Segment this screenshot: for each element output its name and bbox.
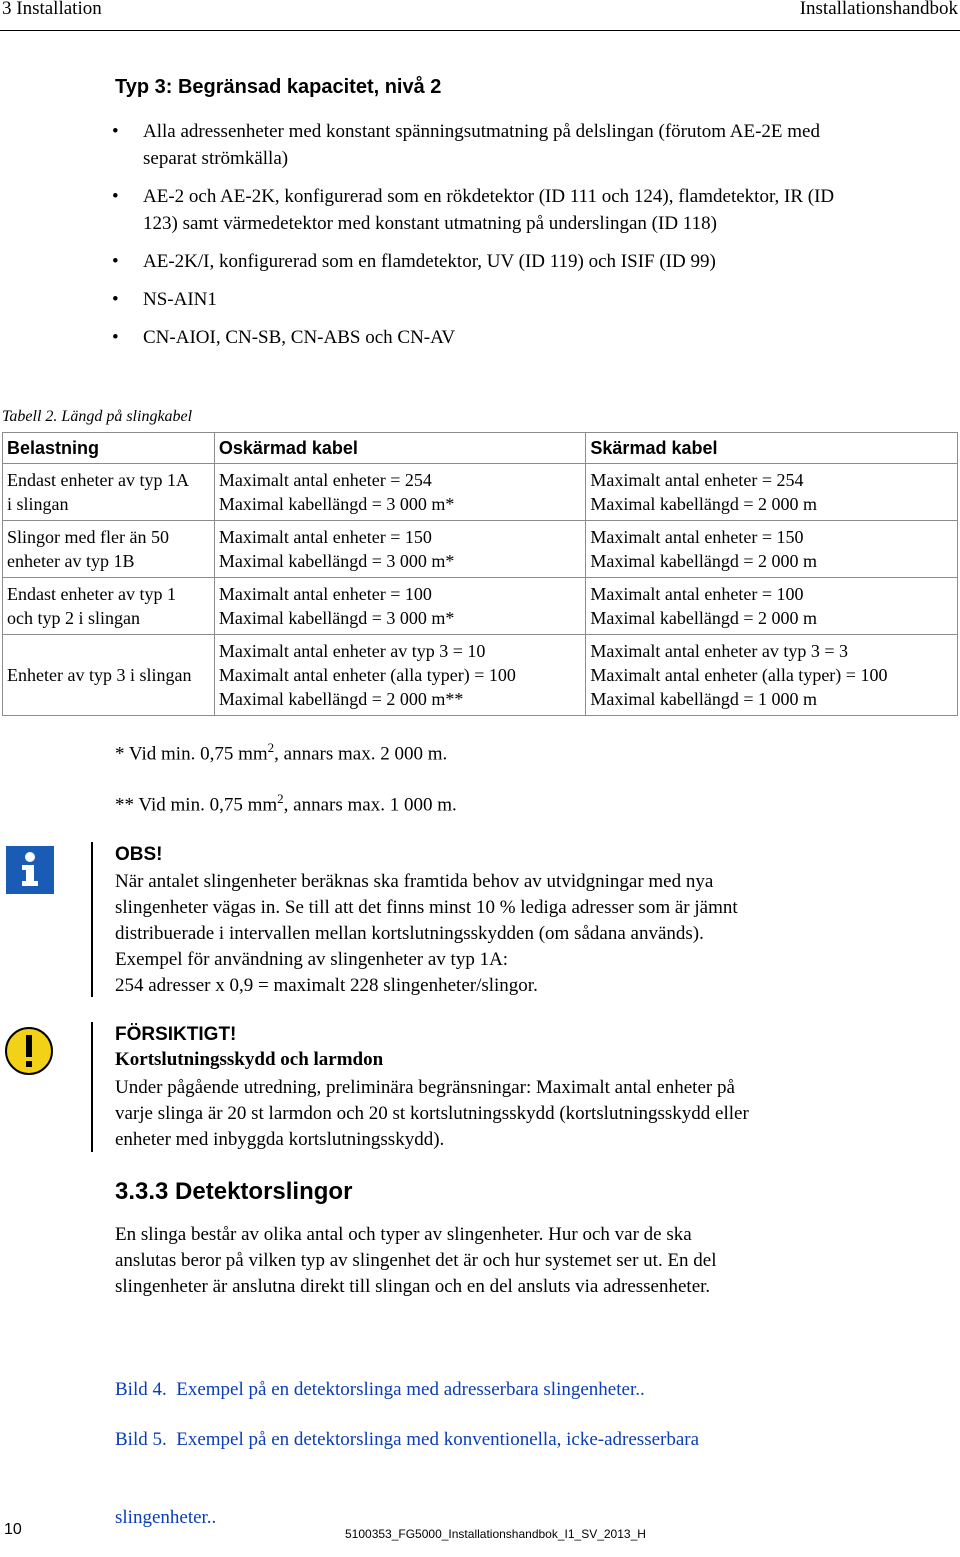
subsection-heading: 3.3.3 Detektorslingor bbox=[115, 1178, 353, 1205]
page-number: 10 bbox=[4, 1521, 22, 1538]
note-body: När antalet slingenheter beräknas ska framtida behov av utvidgningar med nya slingenheter vägas in. Se till att det finns minst 10 % lediga adresser som är jämnt distribuerade i intervallen mellan kortslutningsskydden (om sådana används). Exempel för användning av slingenheter av typ 1A: 254 adresser x 0,9 = maximalt 228 slingenheter/slingor. bbox=[115, 871, 738, 996]
list-item: • NS-AIN1 bbox=[112, 286, 872, 313]
caution-title: FÖRSIKTIGT! bbox=[115, 1024, 237, 1045]
table-cell: Slingor med fler än 50 enheter av typ 1B bbox=[3, 521, 215, 578]
figure-link-5[interactable]: Bild 5. Exempel på en detektorslinga med konventionella, icke-adresserbara slingenheter.. bbox=[115, 1429, 700, 1528]
table-cell: Maximalt antal enheter = 100 Maximal kabellängd = 2 000 m bbox=[586, 578, 958, 635]
list-item: • AE-2 och AE-2K, konfigurerad som en rökdetektor (ID 111 och 124), flamdetektor, IR (ID 123) samt värmedetektor med konstant utmatning på underslingan (ID 118) bbox=[112, 183, 872, 237]
info-icon bbox=[6, 846, 54, 894]
table-caption: Tabell 2. Längd på slingkabel bbox=[2, 408, 193, 425]
note-bar bbox=[91, 842, 93, 997]
document-id: 5100353_FG5000_Installationshandbok_I1_SV_2013_H bbox=[345, 1527, 646, 1541]
caution-body: Under pågående utredning, preliminära begränsningar: Maximalt antal enheter på varje slinga är 20 st larmdon och 20 st kortslutningsskydd (kortslutningsskydd eller enheter med inbyggda kortslutningsskydd). bbox=[115, 1077, 749, 1150]
subsection-body: En slinga består av olika antal och typer av slingenheter. Hur och var de ska anslutas beror på vilken typ av slingenhet det är och hur systemet ser ut. En del slingenheter är anslutna direkt till slingan och en del ansluts via adressenheter. bbox=[115, 1224, 717, 1297]
note-title: OBS! bbox=[115, 844, 163, 865]
caution-bar bbox=[91, 1022, 93, 1152]
column-header: Oskärmad kabel bbox=[214, 433, 586, 464]
table-cell: Maximalt antal enheter = 100 Maximal kabellängd = 3 000 m* bbox=[214, 578, 586, 635]
table-row bbox=[3, 635, 958, 716]
table-cell: Endast enheter av typ 1 och typ 2 i slingan bbox=[3, 578, 215, 635]
bullet-list bbox=[112, 118, 872, 362]
table-cell: Maximalt antal enheter = 150 Maximal kabellängd = 2 000 m bbox=[586, 521, 958, 578]
table-cell: Endast enheter av typ 1A i slingan bbox=[3, 464, 215, 521]
header-chapter: 3 Installation bbox=[2, 0, 102, 19]
figure-link-4[interactable]: Bild 4. Exempel på en detektorslinga med adresserbara slingenheter.. bbox=[115, 1379, 645, 1400]
header-book-title: Installationshandbok bbox=[799, 0, 958, 19]
table-row bbox=[3, 464, 958, 521]
section-heading: Typ 3: Begränsad kapacitet, nivå 2 bbox=[115, 76, 442, 98]
footnote-1: * Vid min. 0,75 $mm^2$, annars max. 2 000 m. bbox=[115, 740, 448, 765]
list-item: • AE-2K/I, konfigurerad som en flamdetektor, UV (ID 119) och ISIF (ID 99) bbox=[112, 248, 872, 275]
list-item: • CN-AIOI, CN-SB, CN-ABS och CN-AV bbox=[112, 324, 872, 351]
table-cell: Maximalt antal enheter = 254 Maximal kabellängd = 3 000 m* bbox=[214, 464, 586, 521]
cable-length-table bbox=[2, 432, 958, 716]
table-header-row bbox=[3, 433, 958, 464]
caution-subtitle: Kortslutningsskydd och larmdon bbox=[115, 1049, 384, 1070]
table-cell: Enheter av typ 3 i slingan bbox=[3, 635, 215, 716]
list-item: • Alla adressenheter med konstant spänningsutmatning på delslingan (förutom AE-2E med separat strömkälla) bbox=[112, 118, 872, 172]
table-row bbox=[3, 578, 958, 635]
column-header: Belastning bbox=[3, 433, 215, 464]
table-cell: Maximalt antal enheter av typ 3 = 10 Maximalt antal enheter (alla typer) = 100 Maximal kabellängd = 2 000 m** bbox=[214, 635, 586, 716]
table-row bbox=[3, 521, 958, 578]
column-header: Skärmad kabel bbox=[586, 433, 958, 464]
table-cell: Maximalt antal enheter = 254 Maximal kabellängd = 2 000 m bbox=[586, 464, 958, 521]
table-cell: Maximalt antal enheter av typ 3 = 3 Maximalt antal enheter (alla typer) = 100 Maximal kabellängd = 1 000 m bbox=[586, 635, 958, 716]
table-cell: Maximalt antal enheter = 150 Maximal kabellängd = 3 000 m* bbox=[214, 521, 586, 578]
warning-icon bbox=[4, 1026, 54, 1081]
page-header bbox=[0, 0, 960, 31]
footnote-2: ** Vid min. 0,75 $mm^2$, annars max. 1 000 m. bbox=[115, 791, 457, 816]
